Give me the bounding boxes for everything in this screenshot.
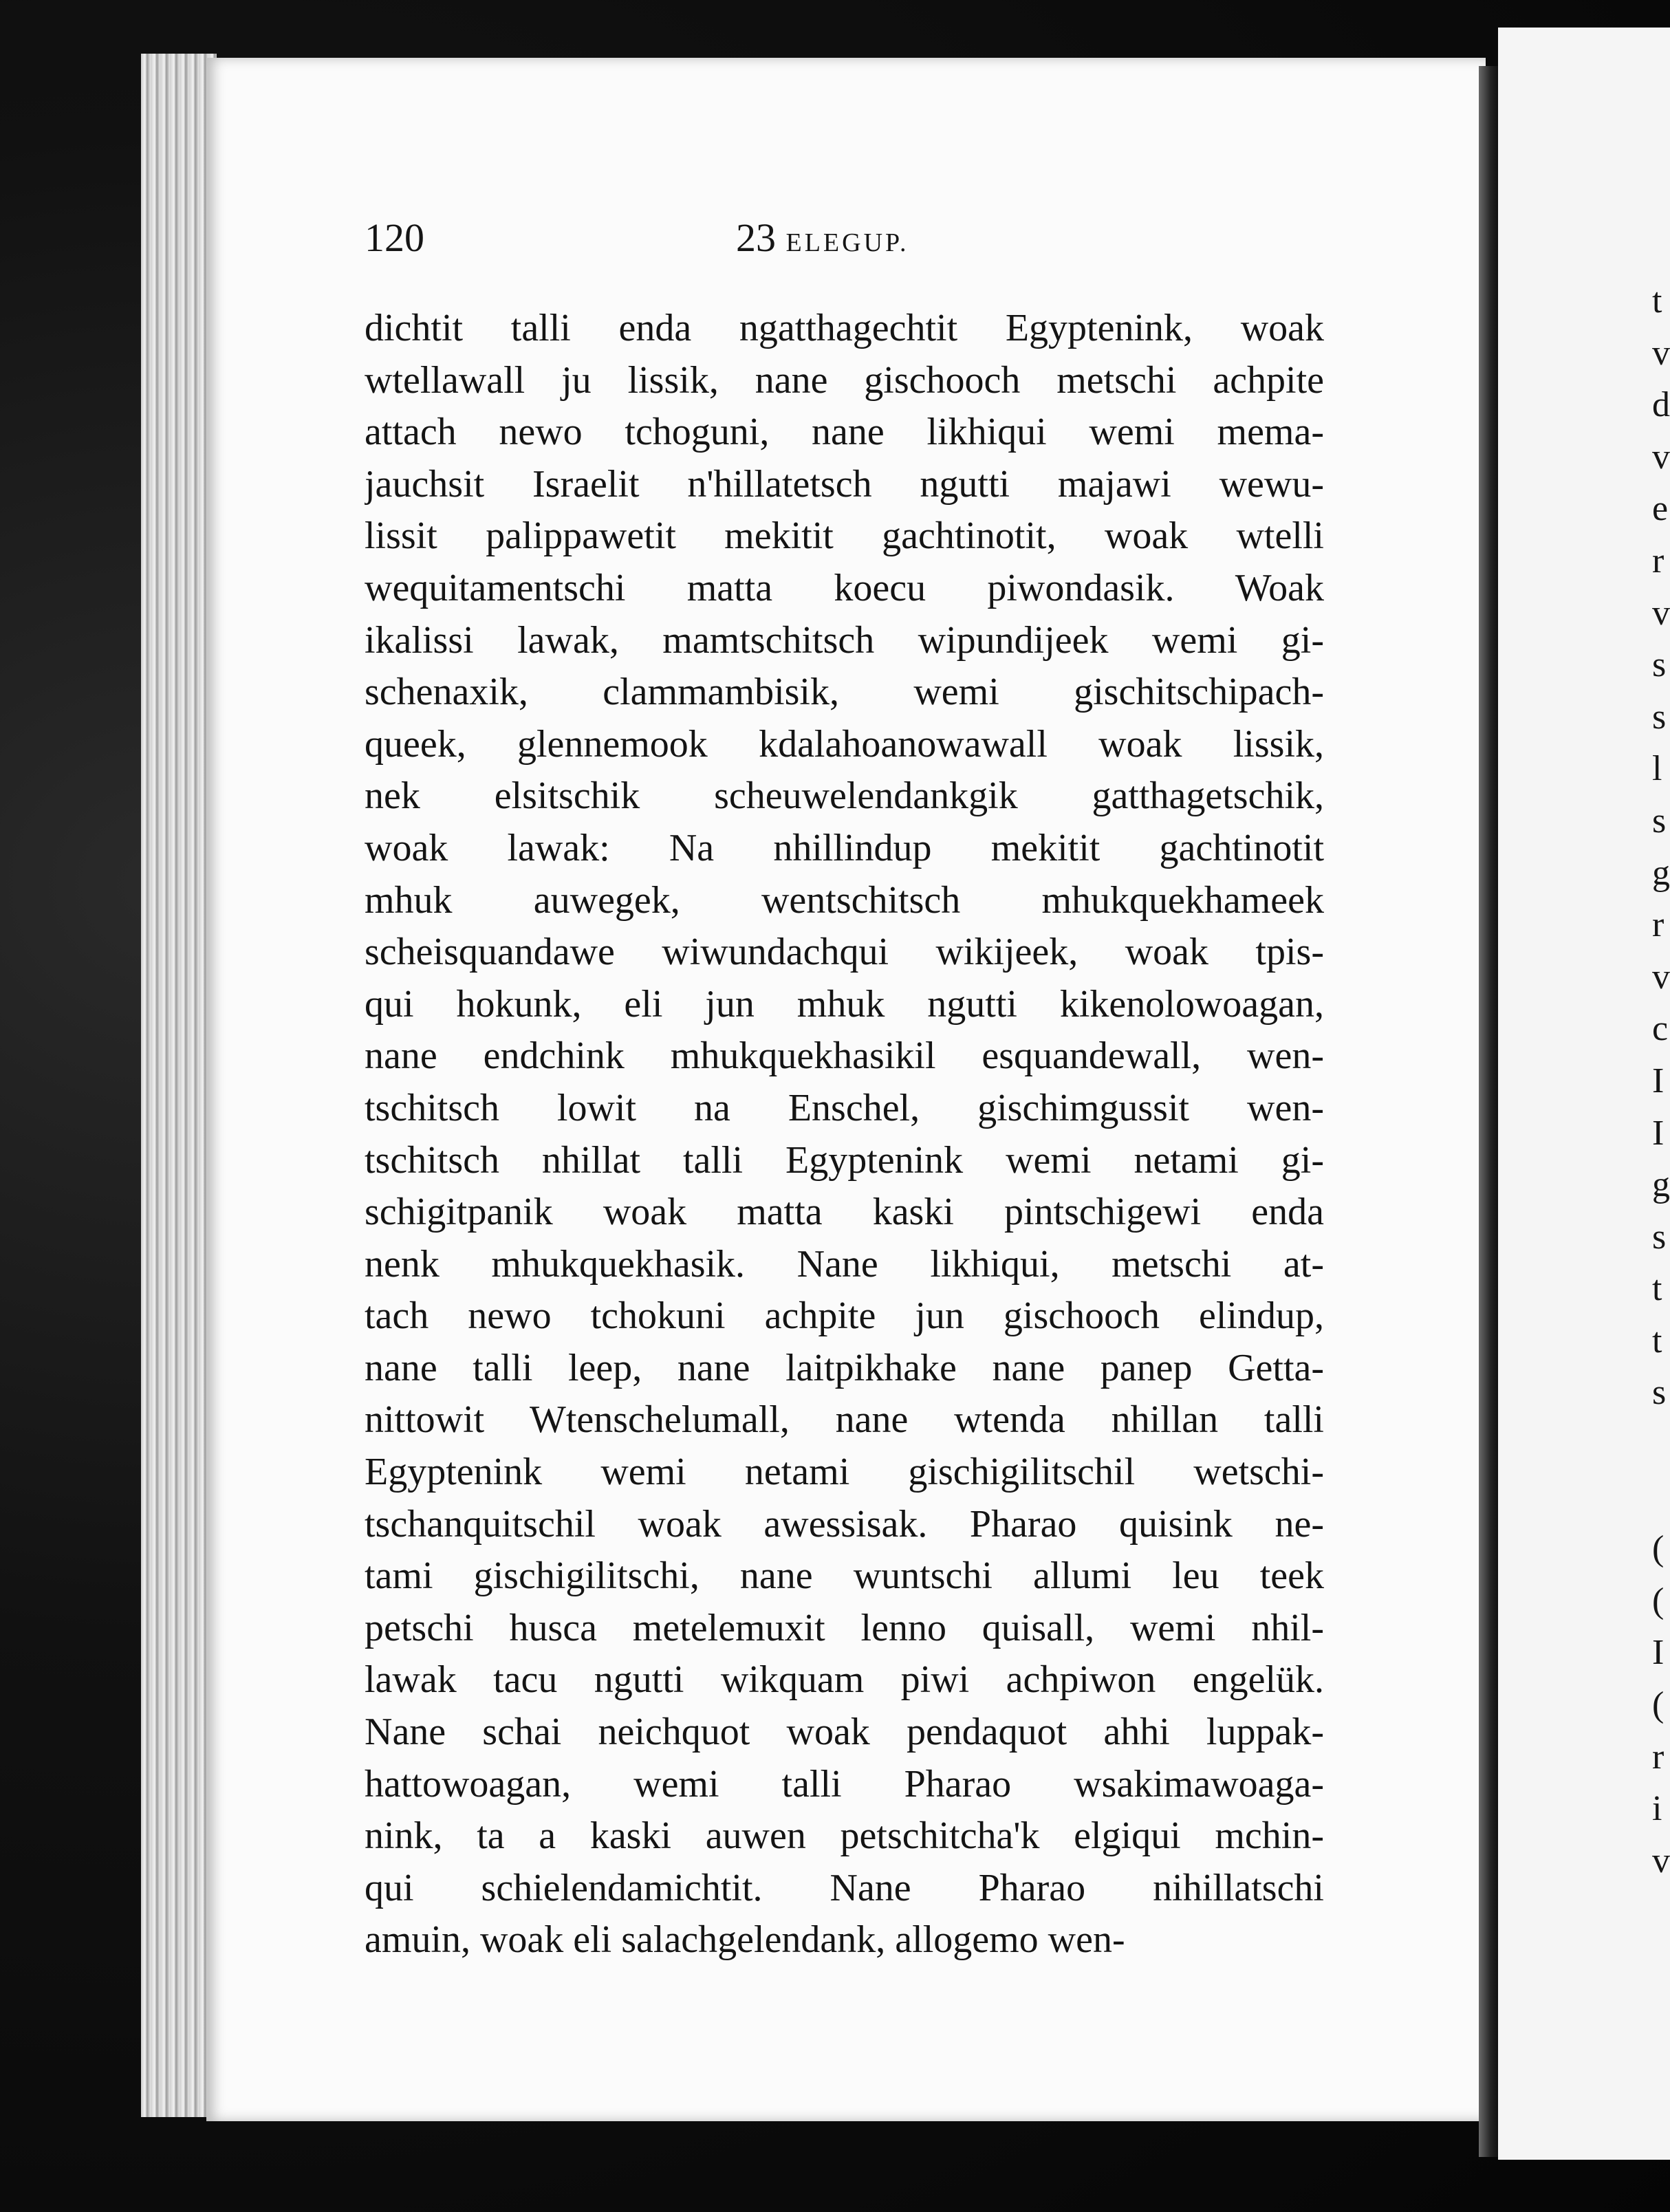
facing-page-letter: g (1652, 1165, 1670, 1205)
facing-page-letter: t (1652, 1269, 1662, 1309)
facing-page-letter: i (1652, 1789, 1662, 1829)
facing-page-letter: s (1652, 1217, 1667, 1257)
text-line: amuin, woak eli salachgelendank, allogemo wen- (365, 1918, 1125, 1962)
text-line: lissit palippawetit mekitit gachtinotit, woak wtelli (365, 514, 1324, 558)
facing-page-letter: g (1652, 853, 1670, 893)
text-line: ikalissi lawak, mamtschitsch wipundijeek wemi gi- (365, 618, 1324, 662)
text-line: wtellawall ju lissik, nane gischooch metschi achpite (365, 358, 1324, 402)
text-line: nane talli leep, nane laitpikhake nane panep Getta- (365, 1346, 1324, 1389)
text-line: qui schielendamichtit. Nane Pharao nihillatschi (365, 1866, 1324, 1909)
text-line: queek, glennemook kdalahoanowawall woak lissik, (365, 722, 1324, 766)
page-number: 120 (365, 215, 424, 260)
facing-page-letter: v (1652, 437, 1670, 477)
text-line: lawak tacu ngutti wikquam piwi achpiwon engelük. (365, 1658, 1324, 1702)
facing-page-letter: v (1652, 593, 1670, 633)
facing-page-letter: e (1652, 489, 1669, 529)
text-line: scheisquandawe wiwundachqui wikijeek, woak tpis- (365, 931, 1324, 974)
facing-page-letter: s (1652, 645, 1667, 685)
facing-page-letter: c (1652, 1009, 1669, 1049)
facing-page-letter (1652, 1419, 1670, 1471)
text-line: schenaxik, clammambisik, wemi gischitschipach- (365, 671, 1324, 714)
text-line: woak lawak: Na nhillindup mekitit gachtinotit (365, 826, 1324, 869)
facing-page-letter: ( (1652, 1685, 1664, 1725)
text-line: tschitsch lowit na Enschel, gischimgussit wen- (365, 1086, 1324, 1129)
text-line: Nane schai neichquot woak pendaquot ahhi luppak- (365, 1711, 1324, 1754)
facing-page-letter: l (1652, 749, 1662, 789)
text-line: Egyptenink wemi netami gischigilitschil wetschi- (365, 1451, 1324, 1494)
page-edges (141, 54, 217, 2117)
text-line: dichtit talli enda ngatthagechtit Egyptenink, woak (365, 307, 1324, 349)
facing-page-letter: r (1652, 1737, 1664, 1777)
facing-page-letter: t (1652, 281, 1662, 321)
text-line: petschi husca metelemuxit lenno quisall, wemi nhil- (365, 1606, 1324, 1649)
text-line: tami gischigilitschi, nane wuntschi allumi leu teek (365, 1554, 1324, 1598)
facing-page-letter: I (1652, 1061, 1664, 1100)
facing-page-letter: d (1652, 385, 1670, 425)
facing-page-letter: s (1652, 697, 1667, 737)
text-line: schigitpanik woak matta kaski pintschigewi enda (365, 1191, 1324, 1234)
text-line: tschanquitschil woak awessisak. Pharao quisink ne- (365, 1502, 1324, 1546)
facing-page-letter: ( (1652, 1529, 1664, 1569)
text-line: nek elsitschik scheuwelendankgik gatthagetschik, (365, 774, 1324, 818)
text-line: wequitamentschi matta koecu piwondasik. Woak (365, 566, 1324, 609)
running-title (736, 215, 909, 261)
text-line: mhuk auwegek, wentschitsch mhukquekhameek (365, 878, 1324, 922)
facing-page-letter: I (1652, 1633, 1664, 1673)
text-line: nenk mhukquekhasik. Nane likhiqui, metschi at- (365, 1242, 1324, 1286)
facing-page (1498, 28, 1670, 2160)
text-line: attach newo tchoguni, nane likhiqui wemi mema- (365, 411, 1324, 454)
running-header (365, 215, 1327, 260)
text-line: nittowit Wtenschelumall, nane wtenda nhillan talli (365, 1398, 1324, 1442)
facing-page-letter: v (1652, 1841, 1670, 1880)
facing-page-letter: r (1652, 541, 1664, 581)
facing-page-text-fragments (1652, 275, 1670, 1887)
facing-page-letter: ( (1652, 1581, 1664, 1620)
body-text (365, 303, 1324, 1966)
text-line: jauchsit Israelit n'hillatetsch ngutti majawi wewu- (365, 462, 1324, 506)
chapter-number: 23 (736, 215, 776, 260)
facing-page-letter: t (1652, 1321, 1662, 1360)
facing-page-letter: v (1652, 333, 1670, 373)
facing-page-letter: I (1652, 1113, 1664, 1153)
text-line: tach newo tchokuni achpite jun gischooch elindup, (365, 1294, 1324, 1338)
text-line: nink, ta a kaski auwen petschitcha'k elgiqui mchin- (365, 1814, 1324, 1858)
facing-page-letter: r (1652, 905, 1664, 945)
text-line: nane endchink mhukquekhasikil esquandewall, wen- (365, 1034, 1324, 1078)
facing-page-letter: v (1652, 957, 1670, 997)
facing-page-letter: s (1652, 801, 1667, 841)
chapter-word: ELEGUP. (785, 228, 909, 257)
text-line: qui hokunk, eli jun mhuk ngutti kikenolowoagan, (365, 982, 1324, 1026)
book-gutter (1479, 66, 1498, 2157)
text-line: hattowoagan, wemi talli Pharao wsakimawoaga- (365, 1762, 1324, 1806)
facing-page-letter (1652, 1471, 1670, 1524)
facing-page-letter: s (1652, 1373, 1667, 1413)
text-line: tschitsch nhillat talli Egyptenink wemi netami gi- (365, 1138, 1324, 1182)
